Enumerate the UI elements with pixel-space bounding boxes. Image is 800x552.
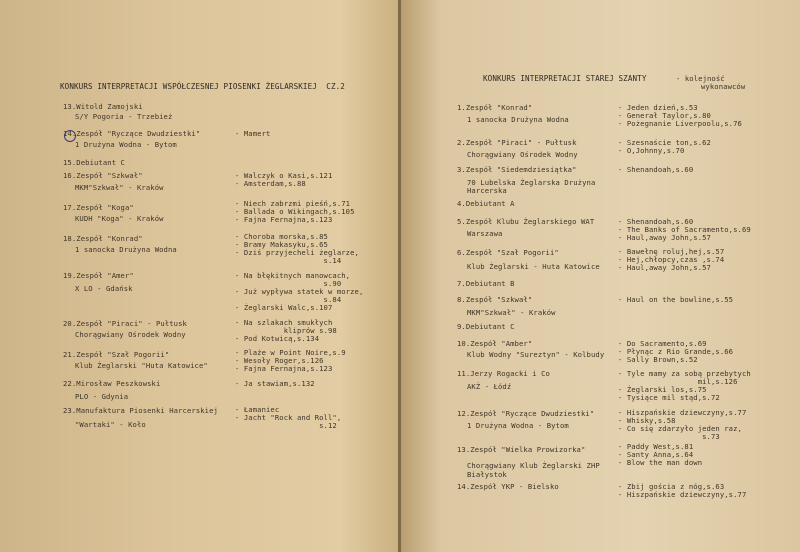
entry-13-name-line-1: 13.Zespół "Wielka Prowizorka" [457,445,586,454]
entry-1-name-line-1: 13.Witold Zamojski [63,102,143,111]
entry-12-song-3: - Co się zdarzyło jeden raz, [618,424,742,433]
entry-11-song-3: - Żeglarski los,s.75 [618,385,707,394]
handwritten-circle-mark [64,130,76,142]
entry-8-song-2: kliprów s.98 [235,326,337,335]
entry-5-song-1: - Niech zabrzmi pieśń,s.71 [235,199,351,208]
entry-8-song-3: - Pod Kotwicą,s.134 [235,334,320,343]
entry-4-name-line-2: MKM"Szkwał" - Kraków [75,183,164,192]
entry-12-song-2: - Whisky,s.58 [618,416,676,425]
entry-3-song-1: - Shenandoah,s.60 [618,165,694,174]
entry-7-song-5: - Żeglarski Walc,s.107 [235,303,333,312]
entry-6-song-1: - Choroba morska,s.85 [235,232,328,241]
entry-6-song-2: - Bramy Makasyku,s.65 [235,240,328,249]
entry-11-song-2: - Jacht "Rock and Roll", [235,413,342,422]
entry-5-name-line-1: 17.Zespół "Koga" [63,203,134,212]
left-page-title: KONKURS INTERPRETACJI WSPÓŁCZESNEJ PIOSENKI ŻEGLARSKIEJ CZ.2 [60,82,345,91]
entry-1-song-3: - Pożegnanie Liverpoolu,s.76 [618,119,742,128]
entry-2-name-line-2: Chorągwiany Ośrodek Wodny [467,150,578,159]
entry-4-name-line-1: 4.Debiutant A [457,199,515,208]
entry-2-name-line-2: 1 Drużyna Wodna - Bytom [75,140,177,149]
entry-12-song-4: s.73 [618,432,720,441]
entry-10-name-line-2: PLO - Gdynia [75,392,129,401]
entry-4-song-2: - Amsterdam,s.88 [235,179,306,188]
entry-7-name-line-1: 7.Debiutant B [457,279,515,288]
right-page-title: KONKURS INTERPRETACJI STAREJ SZANTY [483,74,647,83]
entry-9-song-1: - Plaże w Point Noire,s.9 [235,348,346,357]
entry-2-song-1: - Mamert [235,129,271,138]
entry-2-song-2: - O,Johnny,s.70 [618,146,685,155]
entry-6-song-3: - Haul,away John,s.57 [618,263,711,272]
entry-11-song-4: - Tysiące mil stąd,s.72 [618,393,720,402]
entry-3-name-line-1: 15.Debiutant C [63,158,125,167]
entry-10-name-line-1: 10.Zespół "Amber" [457,339,533,348]
entry-5-song-1: - Shenandoah,s.60 [618,217,694,226]
entry-8-name-line-1: 8.Zespół "Szkwał" [457,295,533,304]
entry-7-name-line-1: 19.Zespół "Amer" [63,271,134,280]
entry-11-song-1: - Tyle mamy za sobą przebytych [618,369,751,378]
entry-11-song-3: s.12 [235,421,337,430]
entry-2-name-line-1: 2.Zespół "Piraci" - Pułtusk [457,138,577,147]
entry-11-name-line-2: "Wartaki" - Koło [75,420,146,429]
entry-4-name-line-1: 16.Zespół "Szkwał" [63,171,143,180]
right-page [401,0,800,552]
entry-1-name-line-2: S/Y Pogoria - Trzebież [75,112,173,121]
entry-11-name-line-2: AKŻ - Łódź [467,382,512,391]
entry-6-name-line-2: 1 sanocka Drużyna Wodna [75,245,177,254]
entry-11-name-line-1: 11.Jerzy Rogacki i Co [457,369,550,378]
entry-9-name-line-1: 21.Zespół "Szał Pogorii" [63,350,170,359]
entry-7-song-4: s.84 [235,295,342,304]
right-page-note-line-1: - kolejność [676,74,725,83]
entry-9-name-line-2: Klub Żeglarski "Huta Katowice" [75,361,208,370]
entry-13-song-3: - Blow the man down [618,458,703,467]
right-page-note-line-2: wykonawców [701,82,746,91]
entry-9-name-line-1: 9.Debiutant C [457,322,515,331]
entry-13-name-line-2: Chorągwiany Klub Żeglarski ZHP [467,461,600,470]
entry-3-name-line-3: Harcerska [467,186,507,195]
entry-2-song-1: - Szesnaście ton,s.62 [618,138,711,147]
entry-3-name-line-2: 70 Lubelska Żeglarska Drużyna [467,178,596,187]
entry-10-song-2: - Płynąc z Rio Grande,s.66 [618,347,734,356]
entry-10-song-3: - Sally Brown,s.52 [618,355,698,364]
entry-8-name-line-2: MKM"Szkwał" - Kraków [467,308,556,317]
entry-7-song-2: s.90 [235,279,342,288]
entry-13-song-1: - Paddy West,s.81 [618,442,694,451]
entry-12-name-line-2: 1 Drużyna Wodna - Bytom [467,421,569,430]
entry-13-name-line-3: Białystok [467,470,507,479]
entry-13-song-2: - Santy Anna,s.64 [618,450,694,459]
entry-1-song-1: - Jeden dzień,s.53 [618,103,698,112]
entry-6-name-line-1: 18.Zespół "Konrad" [63,234,143,243]
entry-10-name-line-1: 22.Mirosław Peszkowski [63,379,161,388]
entry-8-song-1: - Haul on the bowline,s.55 [618,295,734,304]
entry-11-name-line-1: 23.Manufaktura Piosenki Harcerskiej [63,406,218,415]
entry-1-name-line-2: 1 sanocka Drużyna Wodna [467,115,569,124]
entry-7-song-3: - Już wypływa statek w morze, [235,287,364,296]
entry-6-song-1: - Bawełnę roluj,hej,s.57 [618,247,725,256]
entry-6-name-line-1: 6.Zespół "Szał Pogorii" [457,248,559,257]
entry-14-song-2: - Hiszpańskie dziewczyny,s.77 [618,490,747,499]
entry-7-name-line-2: X LO - Gdańsk [75,284,133,293]
entry-11-song-1: - Łamaniec [235,405,280,414]
entry-1-name-line-1: 1.Zespół "Konrad" [457,103,533,112]
entry-8-name-line-1: 20.Zespół "Piraci" - Pułtusk [63,319,187,328]
entry-6-name-line-2: Klub Żeglarski - Huta Katowice [467,262,600,271]
entry-5-name-line-1: 5.Zespół Klubu Żeglarskiego WAT [457,217,595,226]
entry-14-song-1: - Zbij gościa z nóg,s.63 [618,482,725,491]
entry-5-song-2: - The Banks of Sacramento,s.69 [618,225,751,234]
entry-5-song-3: - Haul,away John,s.57 [618,233,711,242]
entry-12-song-1: - Hiszpańskie dziewczyny,s.77 [618,408,747,417]
entry-5-name-line-2: Warszawa [467,229,503,238]
entry-6-song-2: - Hej,chłopcy,czas ,s.74 [618,255,725,264]
entry-5-name-line-2: KUDH "Koga" - Kraków [75,214,164,223]
entry-11-song-2: mil,s.126 [618,377,738,386]
entry-1-song-2: - Generał Taylor,s.80 [618,111,711,120]
entry-10-song-1: - Ja stawiam,s.132 [235,379,315,388]
entry-3-name-line-1: 3.Zespół "Siedemdziesiątka" [457,165,577,174]
entry-8-name-line-2: Chorągwiany Ośrodek Wodny [75,330,186,339]
entry-12-name-line-1: 12.Zespół "Ryczące Dwudziestki" [457,409,595,418]
entry-5-song-2: - Ballada o Wikingach,s.105 [235,207,355,216]
entry-9-song-3: - Fajna Fernajna,s.123 [235,364,333,373]
entry-10-name-line-2: Klub Wodny "Sureztyn" - Kolbudy [467,350,605,359]
entry-10-song-1: - Do Sacramento,s.69 [618,339,707,348]
entry-9-song-2: - Wesoły Roger,s.126 [235,356,324,365]
entry-5-song-3: - Fajna Fernajna,s.123 [235,215,333,224]
entry-2-name-line-1: 14.Zespół "Ryczące Dwudziestki" [63,129,201,138]
entry-8-song-1: - Na szlakach smukłych [235,318,333,327]
entry-7-song-1: - Na błękitnych manowcach, [235,271,351,280]
entry-4-song-1: - Walczyk o Kasi,s.121 [235,171,333,180]
entry-6-song-4: s.14 [235,256,342,265]
entry-6-song-3: - Dziś przyjecheli żeglarze, [235,248,359,257]
entry-14-name-line-1: 14.Zespół YKP - Bielsko [457,482,559,491]
